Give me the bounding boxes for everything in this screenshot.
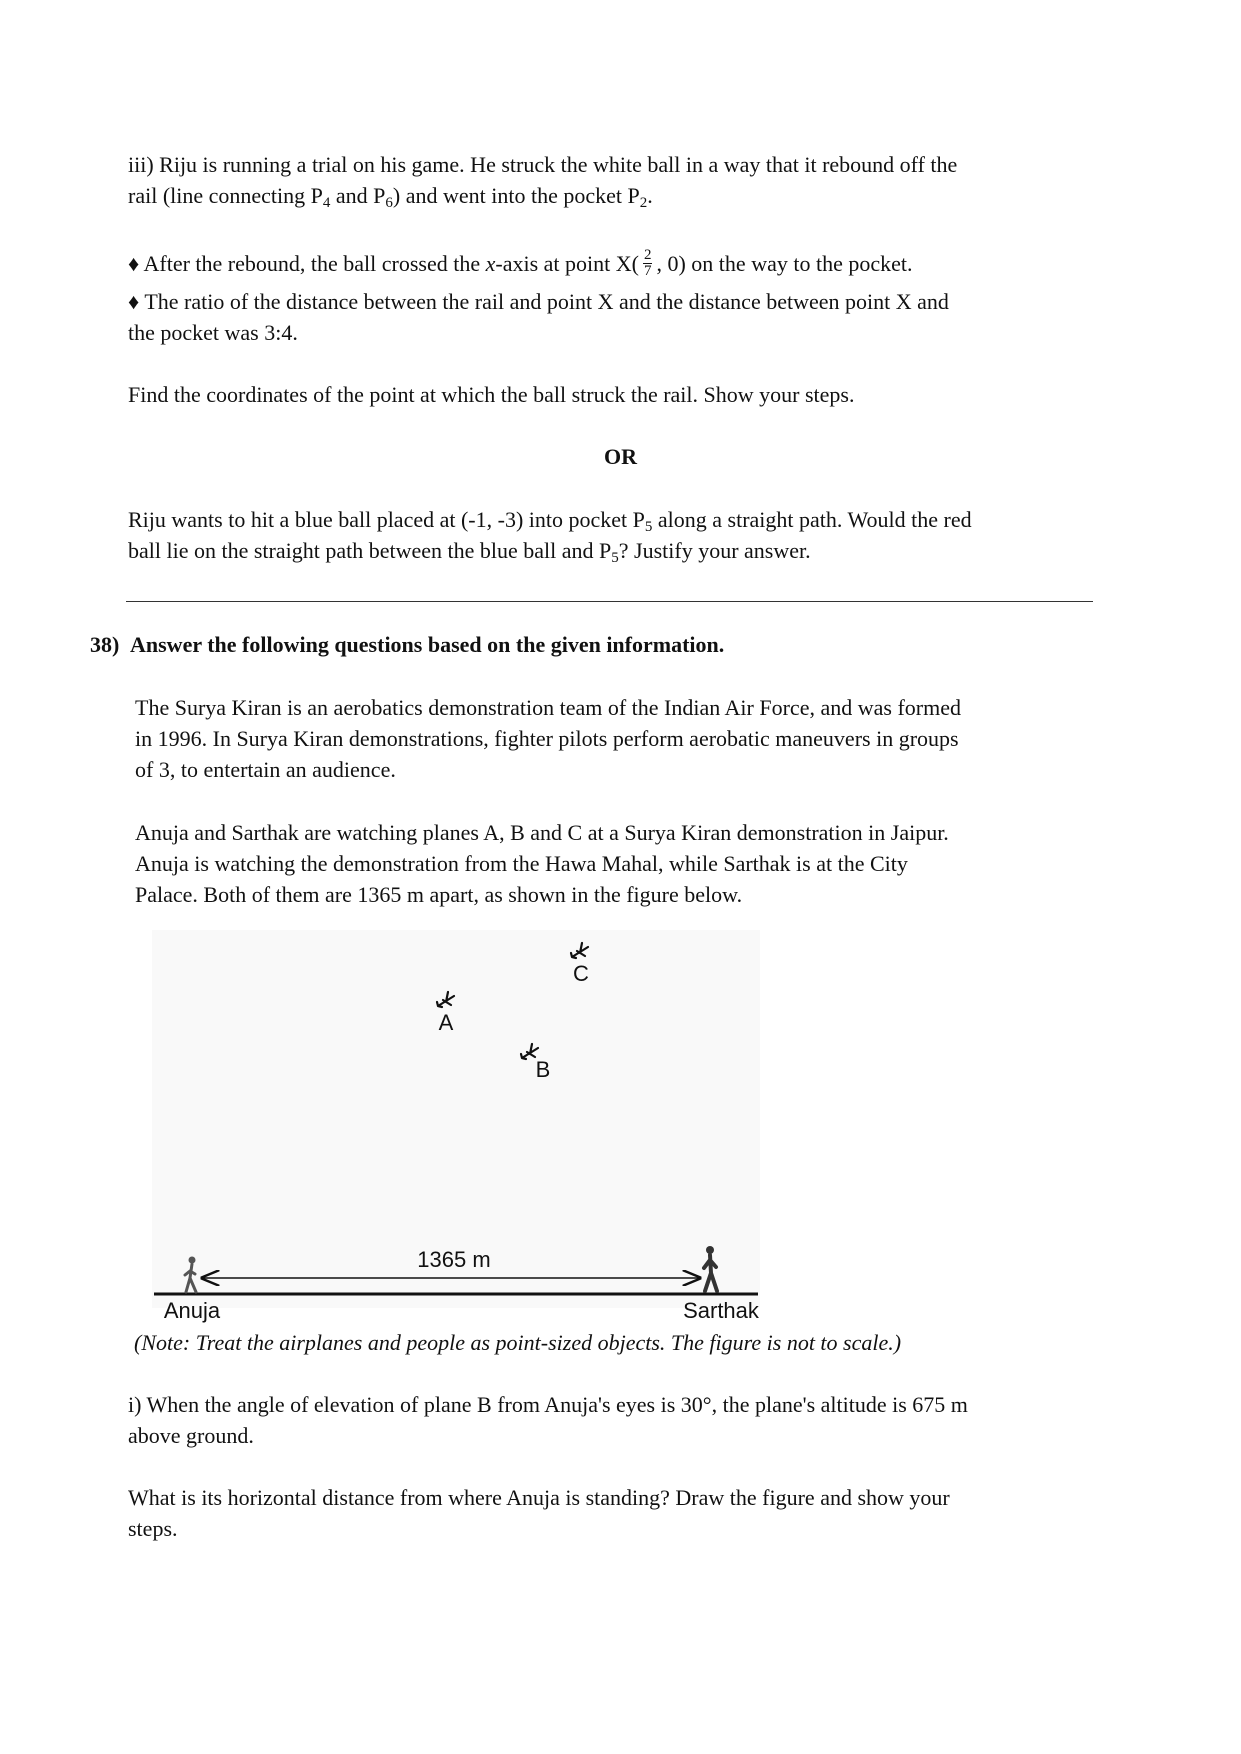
figure-note: (Note: Treat the airplanes and people as point-sized objects. The figure is not to scale.): [134, 1330, 902, 1355]
q38-para1-line1: The Surya Kiran is an aerobatics demonstration team of the Indian Air Force, and was formed: [135, 695, 961, 720]
q37-alt-line2: ball lie on the straight path between the blue ball and $P_5$? Justify your answer.: [128, 538, 811, 566]
anuja-label: Anuja: [163, 1298, 221, 1323]
q38-part1-question-line1: What is its horizontal distance from where Anuja is standing? Draw the figure and show your: [128, 1485, 950, 1510]
plane-c-label: C: [573, 961, 589, 986]
plane-b-label: B: [535, 1057, 551, 1082]
q38-part1-question-line2: steps.: [128, 1516, 178, 1541]
q38-part1-line2: above ground.: [128, 1423, 254, 1448]
question-heading: Answer the following questions based on the given information.: [130, 632, 725, 657]
q38-para2-line2: Anuja is watching the demonstration from the Hawa Mahal, while Sarthak is at the City: [135, 851, 908, 876]
q37-alt-line1: Riju wants to hit a blue ball placed at (-1, -3) into pocket $P_5$ along a straight path. Would the red: [128, 507, 972, 535]
section-divider: [126, 601, 1093, 602]
distance-label: 1365 m: [417, 1247, 491, 1272]
q38-part1-line1: i) When the angle of elevation of plane B from Anuja's eyes is 30°, the plane's altitude is 675 m: [128, 1392, 968, 1417]
q37-bullet2-line2: the pocket was 3:4.: [128, 320, 298, 345]
person-walking-icon: [185, 1257, 196, 1293]
question-number: 38): [90, 632, 120, 657]
q37-part3-line1: iii) Riju is running a trial on his game. He struck the white ball in a way that it rebound off the: [128, 152, 958, 177]
or-separator: OR: [604, 444, 637, 469]
airplane-icon: [437, 992, 454, 1007]
q37-bullet2-line1: ♦ The ratio of the distance between the rail and point X and the distance between point X and: [128, 289, 949, 314]
q37-bullet1: ♦ After the rebound, the ball crossed the x-axis at point X( $\frac{2}{7}$ , 0) on the way to the pocket.: [128, 247, 913, 280]
q38-para1-line2: in 1996. In Surya Kiran demonstrations, fighter pilots perform aerobatic maneuvers in groups: [135, 726, 959, 751]
q38-para2-line1: Anuja and Sarthak are watching planes A, B and C at a Surya Kiran demonstration in Jaipur.: [135, 820, 949, 845]
q37-part3-line2: rail (line connecting $P_4$ and $P_6$) and went into the pocket $P_2$.: [128, 183, 653, 211]
fraction: $\frac{2}{7}$: [643, 247, 652, 280]
airplane-icon: [571, 943, 588, 958]
q38-para1-line3: of 3, to entertain an audience.: [135, 757, 396, 782]
q37-find: Find the coordinates of the point at which the ball struck the rail. Show your steps.: [128, 382, 855, 407]
person-walking-icon: [704, 1246, 717, 1291]
plane-a-label: A: [438, 1010, 454, 1035]
airshow-figure: [152, 930, 760, 1323]
sarthak-label: Sarthak: [683, 1298, 759, 1323]
figure-svg: [152, 930, 760, 1323]
q38-para2-line3: Palace. Both of them are 1365 m apart, as shown in the figure below.: [135, 882, 743, 907]
